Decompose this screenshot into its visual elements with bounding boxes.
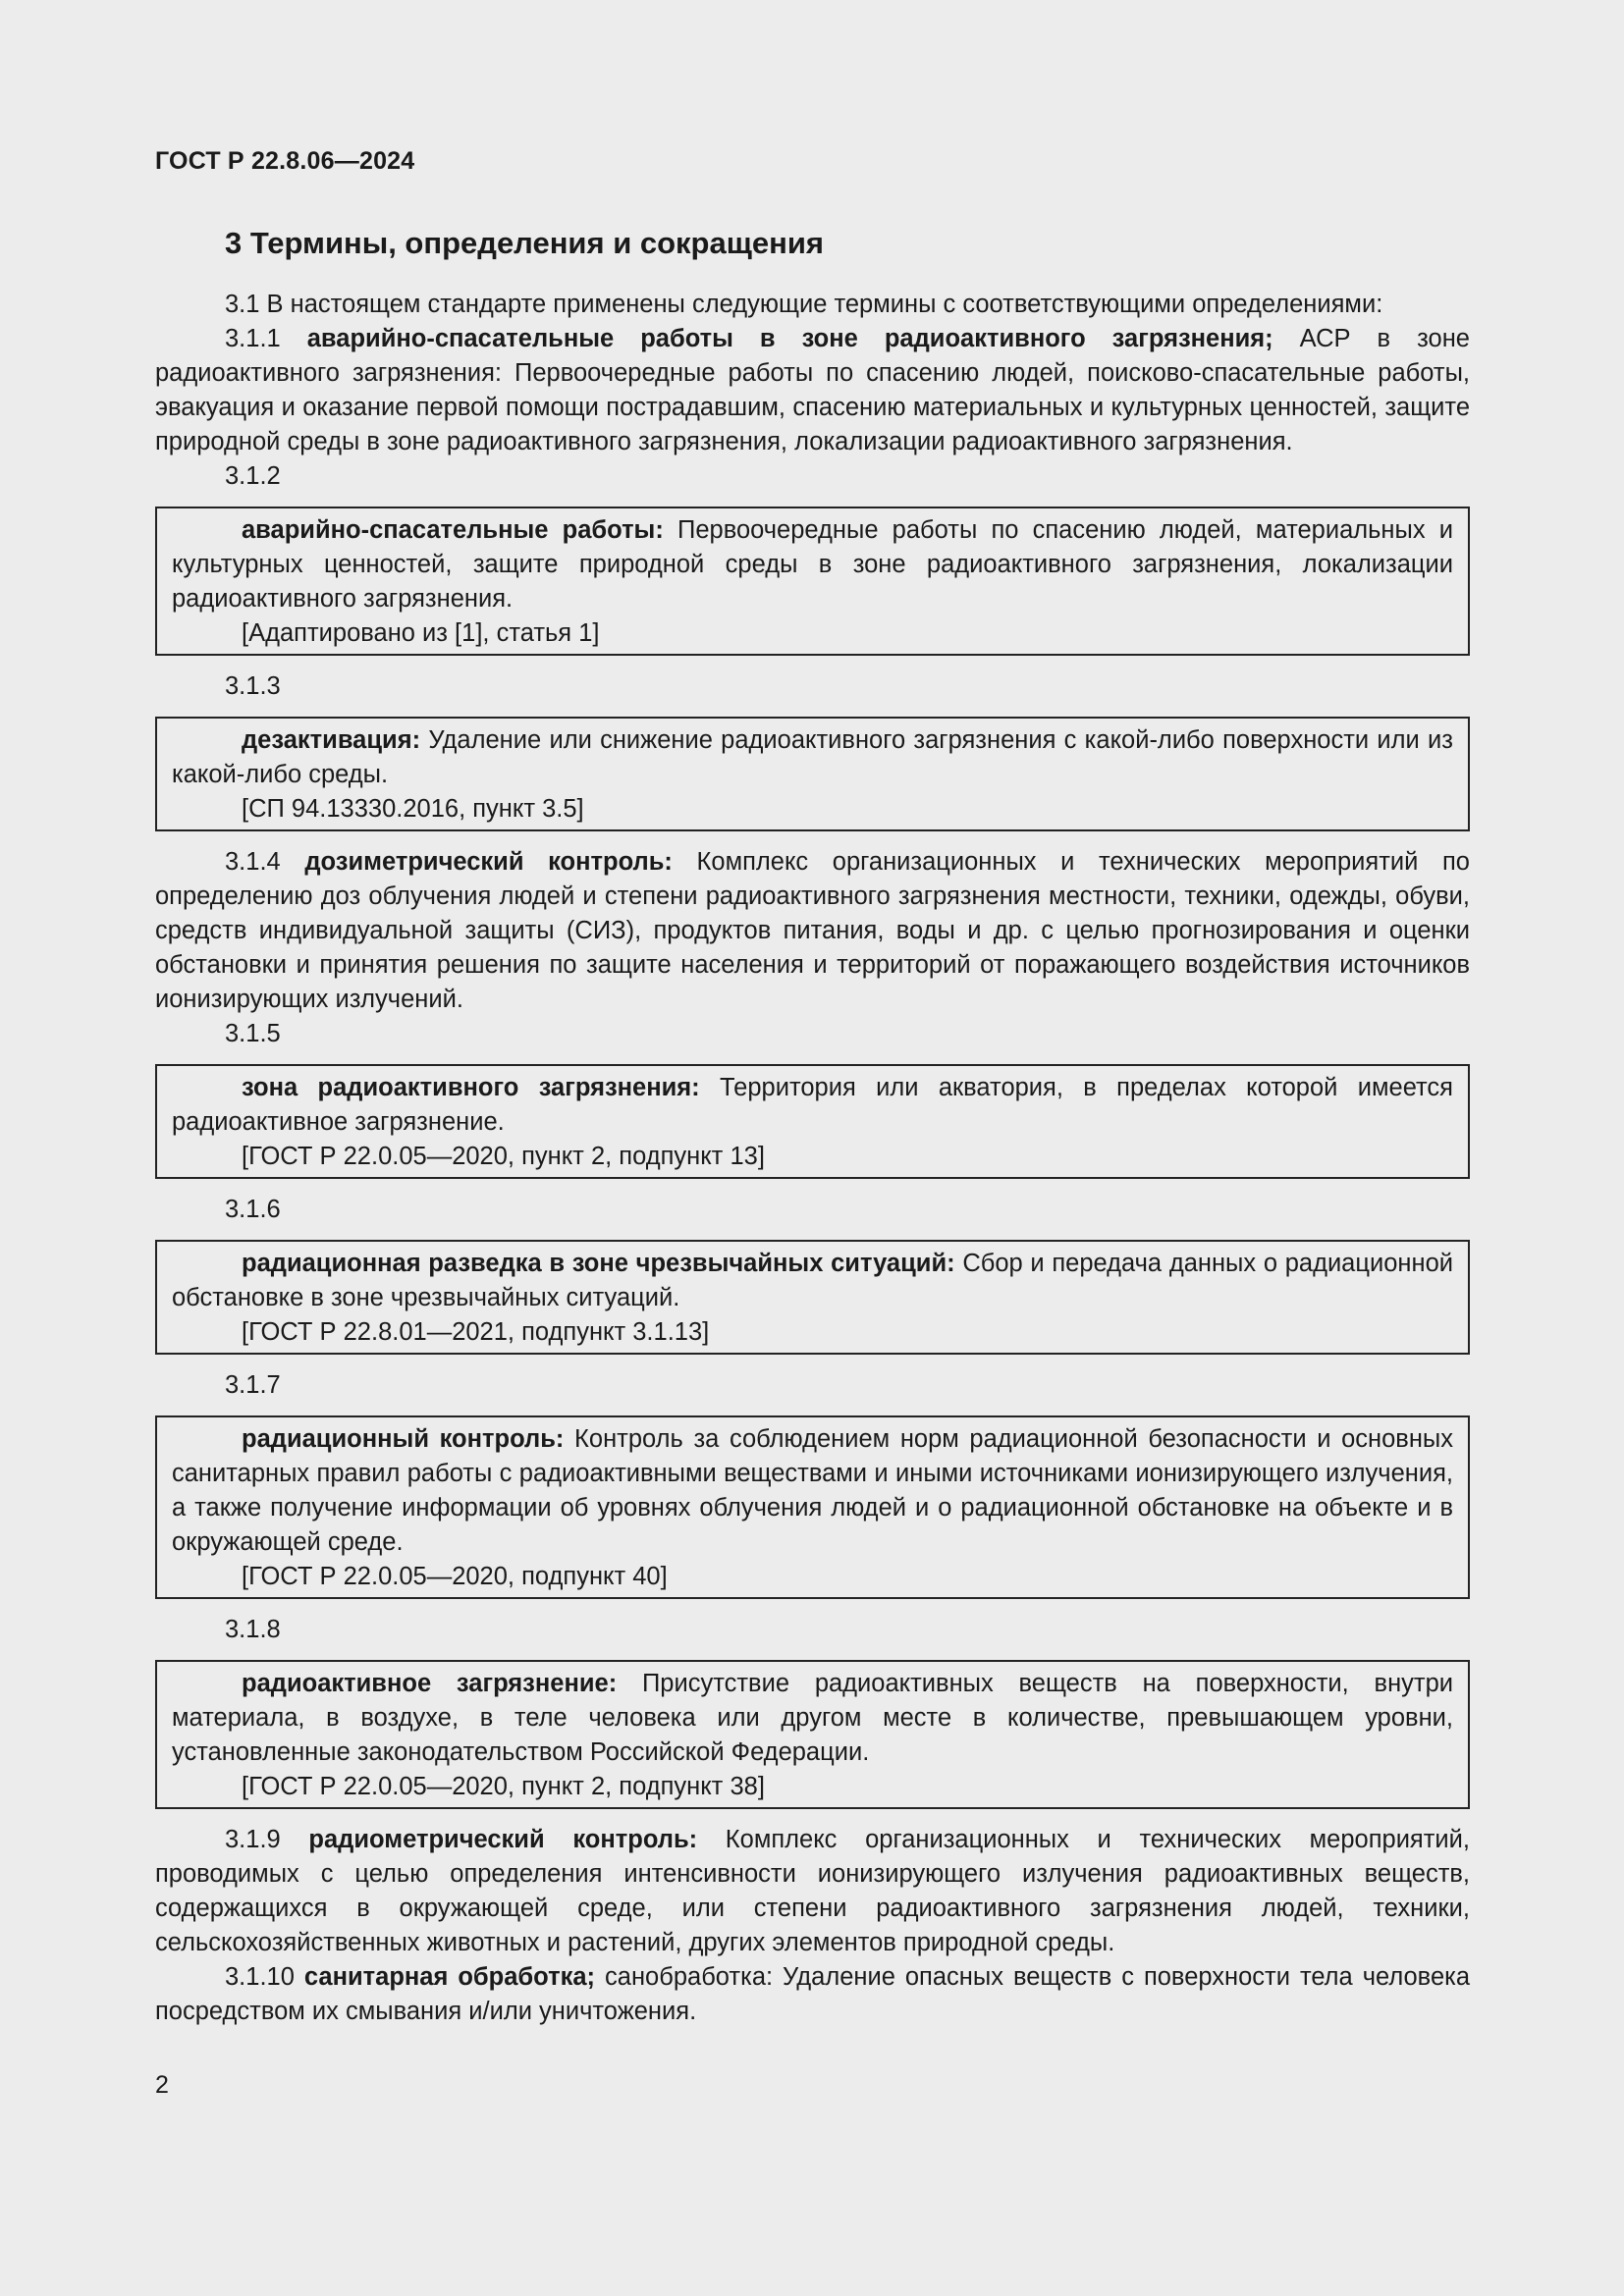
term-number: 3.1.4: [225, 848, 305, 876]
term-name: дозиметрический контроль:: [304, 848, 673, 876]
definition-source: [Адаптировано из [1], статья 1]: [242, 619, 600, 647]
term-number-3-1-5: 3.1.5: [225, 1020, 281, 1047]
term-definition: Сбор и передача данных о радиационной обстановке в зоне чрезвычайных ситуаций.: [172, 1250, 1453, 1311]
definition-source: [СП 94.13330.2016, пункт 3.5]: [242, 795, 584, 823]
page-number: 2: [155, 2071, 169, 2099]
term-name: аварийно-спасательные работы в зоне радиоактивного загрязнения;: [306, 325, 1273, 352]
term-name: санитарная обработка;: [303, 1963, 596, 1991]
term-entry-3-1-9: [155, 1823, 1470, 1960]
term-definition: Присутствие радиоактивных веществ на поверхности, внутри материала, в воздухе, в теле человека или другом месте в количестве, превышающем уровни, установленные законодательством Российской Федерации.: [172, 1670, 1454, 1766]
section-title: 3 Термины, определения и сокращения: [225, 226, 824, 260]
term-name: зона радиоактивного загрязнения:: [242, 1074, 700, 1101]
term-name: радиационный контроль:: [242, 1425, 565, 1453]
definition-source: [ГОСТ Р 22.8.01—2021, подпункт 3.1.13]: [242, 1318, 710, 1346]
term-entry-3-1-2: [172, 513, 1453, 616]
term-definition: Территория или акватория, в пределах которой имеется радиоактивное загрязнение.: [172, 1074, 1453, 1136]
term-entry-3-1-6: [172, 1247, 1453, 1315]
term-definition: Удаление или снижение радиоактивного загрязнения с какой-либо поверхности или из какой-либо среды.: [172, 726, 1453, 788]
term-entry-3-1-4: [155, 845, 1470, 1017]
definition-source: [ГОСТ Р 22.0.05—2020, подпункт 40]: [242, 1563, 668, 1590]
term-definition: АСР в зоне радиоактивного загрязнения: Первоочередные работы по спасению людей, поисково-спасательные работы, эвакуация и оказание первой помощи пострадавшим, спасению материальных и культурных ценностей, защите природной среды в зоне радиоактивного загрязнения, локализации радиоактивного загрязнения.: [155, 325, 1470, 455]
quoted-definition-box: [155, 717, 1470, 831]
quoted-definition-box: [155, 1064, 1470, 1179]
term-number-3-1-7: 3.1.7: [225, 1371, 281, 1399]
definition-source: [ГОСТ Р 22.0.05—2020, пункт 2, подпункт 13]: [242, 1143, 765, 1170]
term-number: 3.1.10: [225, 1963, 304, 1991]
term-entry-3-1-7: [172, 1422, 1453, 1560]
term-entry-3-1-1: [155, 322, 1470, 459]
term-name: аварийно-спасательные работы:: [242, 516, 664, 544]
document-body: [155, 288, 1470, 2029]
term-name: радиационная разведка в зоне чрезвычайных ситуаций:: [242, 1250, 955, 1277]
term-number: 3.1.1: [225, 325, 307, 352]
term-number-3-1-3: 3.1.3: [225, 672, 281, 700]
quoted-definition-box: [155, 1660, 1470, 1809]
term-number-3-1-8: 3.1.8: [225, 1616, 281, 1643]
term-name: дезактивация:: [242, 726, 421, 754]
term-number: 3.1.9: [225, 1826, 309, 1853]
document-header: ГОСТ Р 22.8.06—2024: [155, 147, 415, 175]
term-name: радиоактивное загрязнение:: [242, 1670, 618, 1697]
definition-source: [ГОСТ Р 22.0.05—2020, пункт 2, подпункт 38]: [242, 1773, 765, 1800]
term-number-3-1-2: 3.1.2: [225, 462, 281, 490]
term-definition: Комплекс организационных и технических мероприятий, проводимых с целью определения интенсивности ионизирующего излучения радиоактивных веществ, содержащихся в окружающей среде, или степени радиоактивного загрязнения людей, техники, сельскохозяйственных животных и растений, других элементов природной среды.: [155, 1826, 1470, 1956]
term-entry-3-1-10: [155, 1960, 1470, 2029]
term-entry-3-1-8: [172, 1667, 1453, 1770]
term-name: радиометрический контроль:: [308, 1826, 698, 1853]
quoted-definition-box: [155, 507, 1470, 656]
term-entry-3-1-5: [172, 1071, 1453, 1140]
quoted-definition-box: [155, 1415, 1470, 1599]
term-entry-3-1-3: [172, 723, 1453, 792]
term-number-3-1-6: 3.1.6: [225, 1196, 281, 1223]
intro-paragraph: 3.1 В настоящем стандарте применены следующие термины с соответствующими определениями:: [225, 291, 1383, 318]
term-definition: Комплекс организационных и технических мероприятий по определению доз облучения людей и степени радиоактивного загрязнения местности, техники, одежды, обуви, средств индивидуальной защиты (СИЗ), продуктов питания, воды и др. с целью прогнозирования и оценки обстановки и принятия решения по защите населения и территорий от поражающего воздействия источников ионизирующих излучений.: [155, 848, 1470, 1013]
term-definition: Контроль за соблюдением норм радиационной безопасности и основных санитарных правил работы с радиоактивными веществами и иными источниками ионизирующего излучения, а также получение информации об уровнях облучения людей и о радиационной обстановке на объекте и в окружающей среде.: [172, 1425, 1453, 1556]
term-definition: санобработка: Удаление опасных веществ с поверхности тела человека посредством их смывания и/или уничтожения.: [155, 1963, 1471, 2025]
quoted-definition-box: [155, 1240, 1470, 1355]
term-definition: Первоочередные работы по спасению людей, материальных и культурных ценностей, защите природной среды в зоне радиоактивного загрязнения, локализации радиоактивного загрязнения.: [172, 516, 1453, 613]
